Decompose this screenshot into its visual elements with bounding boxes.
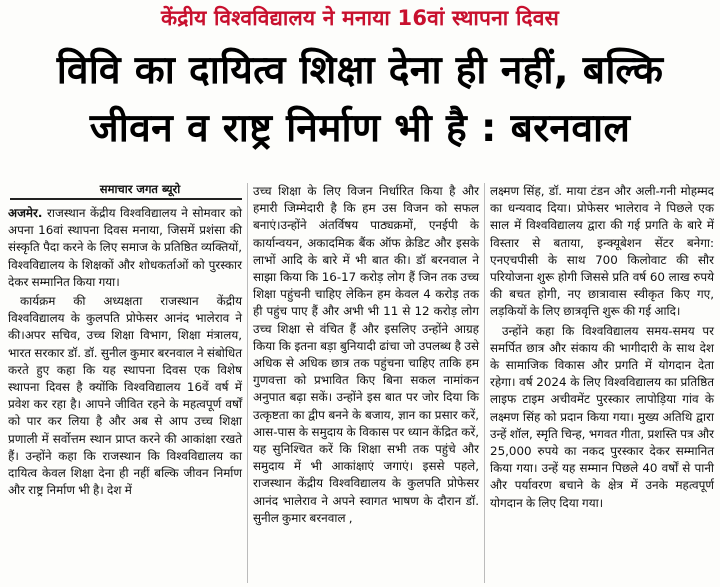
headline-line-1: विवि का दायित्व शिक्षा देना ही नहीं, बल्कि: [56, 48, 664, 93]
byline: समाचार जगत ब्यूरो: [99, 182, 181, 196]
paragraph: लक्ष्मण सिंह, डॉ. माया टंडन और अली-गनी मोहम्मद का धन्यवाद दिया। प्रोफेसर भालेराव ने पिछले एक साल में विश्वविद्यालय द्वारा की गई प्रगति के बारे में विस्तार से बताया, इन्क्यूबेशन सेंटर बनेगा: एनएचपीसी के साथ 700 किलोवाट की सौर परियोजना शुरू होगी जिससे प्रति वर्ष 60 लाख रुपये की बचत होगी, नए छात्रावास स्वीकृत किए गए, लड़कियों के लिए छात्रवृत्ति शुरू की गई आदि।: [490, 184, 714, 319]
paragraph: उच्च शिक्षा के लिए विजन निर्धारित किया है और हमारी जिम्मेदारी है कि हम उस विजन को सफल बनाएं।उन्होंने अंतर्विषय पाठ्यक्रमों, एनईपी के कार्यान्वयन, अकादमिक बैंक ऑफ क्रेडिट और इसके लाभों आदि के बारे में भी बात की। डॉ बरनवाल ने साझा किया कि 16-17 करोड़ लोग हैं जिन तक उच्च शिक्षा पहुंचनी चाहिए लेकिन हम केवल 4 करोड़ तक ही पहुंच पाए हैं और अभी भी 11 से 12 करोड़ लोग उच्च शिक्षा से वंचित हैं और इसलिए उन्होंने आग्रह किया कि इतना बड़ा बुनियादी ढांचा जो उपलब्ध है उसे अधिक से अधिक छात्र तक पहुंचना चाहिए ताकि हम गुणवत्ता को प्रभावित किए बिना सकल नामांकन अनुपात बढ़ा सकें। उन्होंने इस बात पर जोर दिया कि उत्कृष्टता का द्वीप बनने के बजाय, ज्ञान का प्रसार करें, आस-पास के समुदाय के विकास पर ध्यान केंद्रित करें, यह सुनिश्चित करें कि शिक्षा सभी तक पहुंचे और समुदाय में भी आकांक्षाएं जगाएं। इससे पहले, राजस्थान केंद्रीय विश्वविद्यालय के कुलपति प्रोफेसर आनंद भालेराव ने अपने स्वागत भाषण के दौरान डॉ. सुनील कुमार बरनवाल ,: [253, 184, 479, 525]
headline: [0, 42, 720, 158]
article-column-1: [8, 205, 242, 501]
article-column-3: [490, 183, 714, 514]
dateline-place: अजमेर.: [8, 206, 43, 220]
column-rule-2: [484, 183, 485, 583]
paragraph: कार्यक्रम की अध्यक्षता राजस्थान केंद्रीय विश्वविद्यालय के कुलपति प्रोफेसर आनंद भालेराव ने की।अपर सचिव, उच्च शिक्षा विभाग, शिक्षा मंत्रालय, भारत सरकार डॉ. डॉ. सुनील कुमार बरनवाल ने संबोधित करते हुए कहा कि यह स्थापना दिवस एक विशेष स्थापना दिवस है क्योंकि विश्वविद्यालय 16वें वर्ष में प्रवेश कर रहा है। आपने जीवित रहने के महत्वपूर्ण वर्षों को पार कर लिया है और अब से आप उच्च शिक्षा प्रणाली में सर्वोत्तम स्थान प्राप्त करने की आकांक्षा रखते हैं। उन्होंने कहा कि राजस्थान कि विश्वविद्यालय का दायित्व केवल शिक्षा देना ही नहीं बल्कि जीवन निर्माण और राष्ट्र निर्माण भी है। देश में: [8, 294, 242, 498]
kicker-text: केंद्रीय विश्वविद्यालय ने मनाया 16वां स्थापना दिवस: [160, 6, 560, 30]
paragraph: [8, 205, 242, 291]
headline-line-2: जीवन व राष्ट्र निर्माण भी है : बरनवाल: [89, 106, 631, 151]
article-column-2: [253, 183, 479, 529]
paragraph-text: राजस्थान केंद्रीय विश्वविद्यालय ने सोमवार को अपना 16वां स्थापना दिवस मनाया, जिसमें प्रशंसा की संस्कृति पैदा करने के लिए समाज के प्रतिष्ठित व्यक्तियों, विश्वविद्यालय के शिक्षकों और शोधकर्ताओं को पुरस्कार देकर सम्मानित किया गया।: [8, 206, 243, 289]
byline-divider: [10, 198, 242, 200]
paragraph: उन्होंने कहा कि विश्वविद्यालय समय-समय पर समर्पित छात्र और संकाय की भागीदारी के साथ देश के सामाजिक विकास और प्रगति में योगदान देता रहेगा। वर्ष 2024 के लिए विश्वविद्यालय का प्रतिष्ठित लाइफ टाइम अचीवमेंट पुरस्कार लापोड़िया गांव के लक्ष्मण सिंह को प्रदान किया गया। मुख्य अतिथि द्वारा उन्हें शॉल, स्मृति चिन्ह, भगवत गीता, प्रशस्ति पत्र और 25,000 रुपये का नकद पुरस्कार देकर सम्मानित किया गया। उन्हें यह सम्मान पिछले 40 वर्षों से पानी और पर्यावरण बचाने के क्षेत्र में उनके महत्वपूर्ण योगदान के लिए दिया गया।: [490, 323, 714, 510]
column-rule-1: [247, 183, 248, 583]
kicker-strap: [0, 0, 720, 36]
